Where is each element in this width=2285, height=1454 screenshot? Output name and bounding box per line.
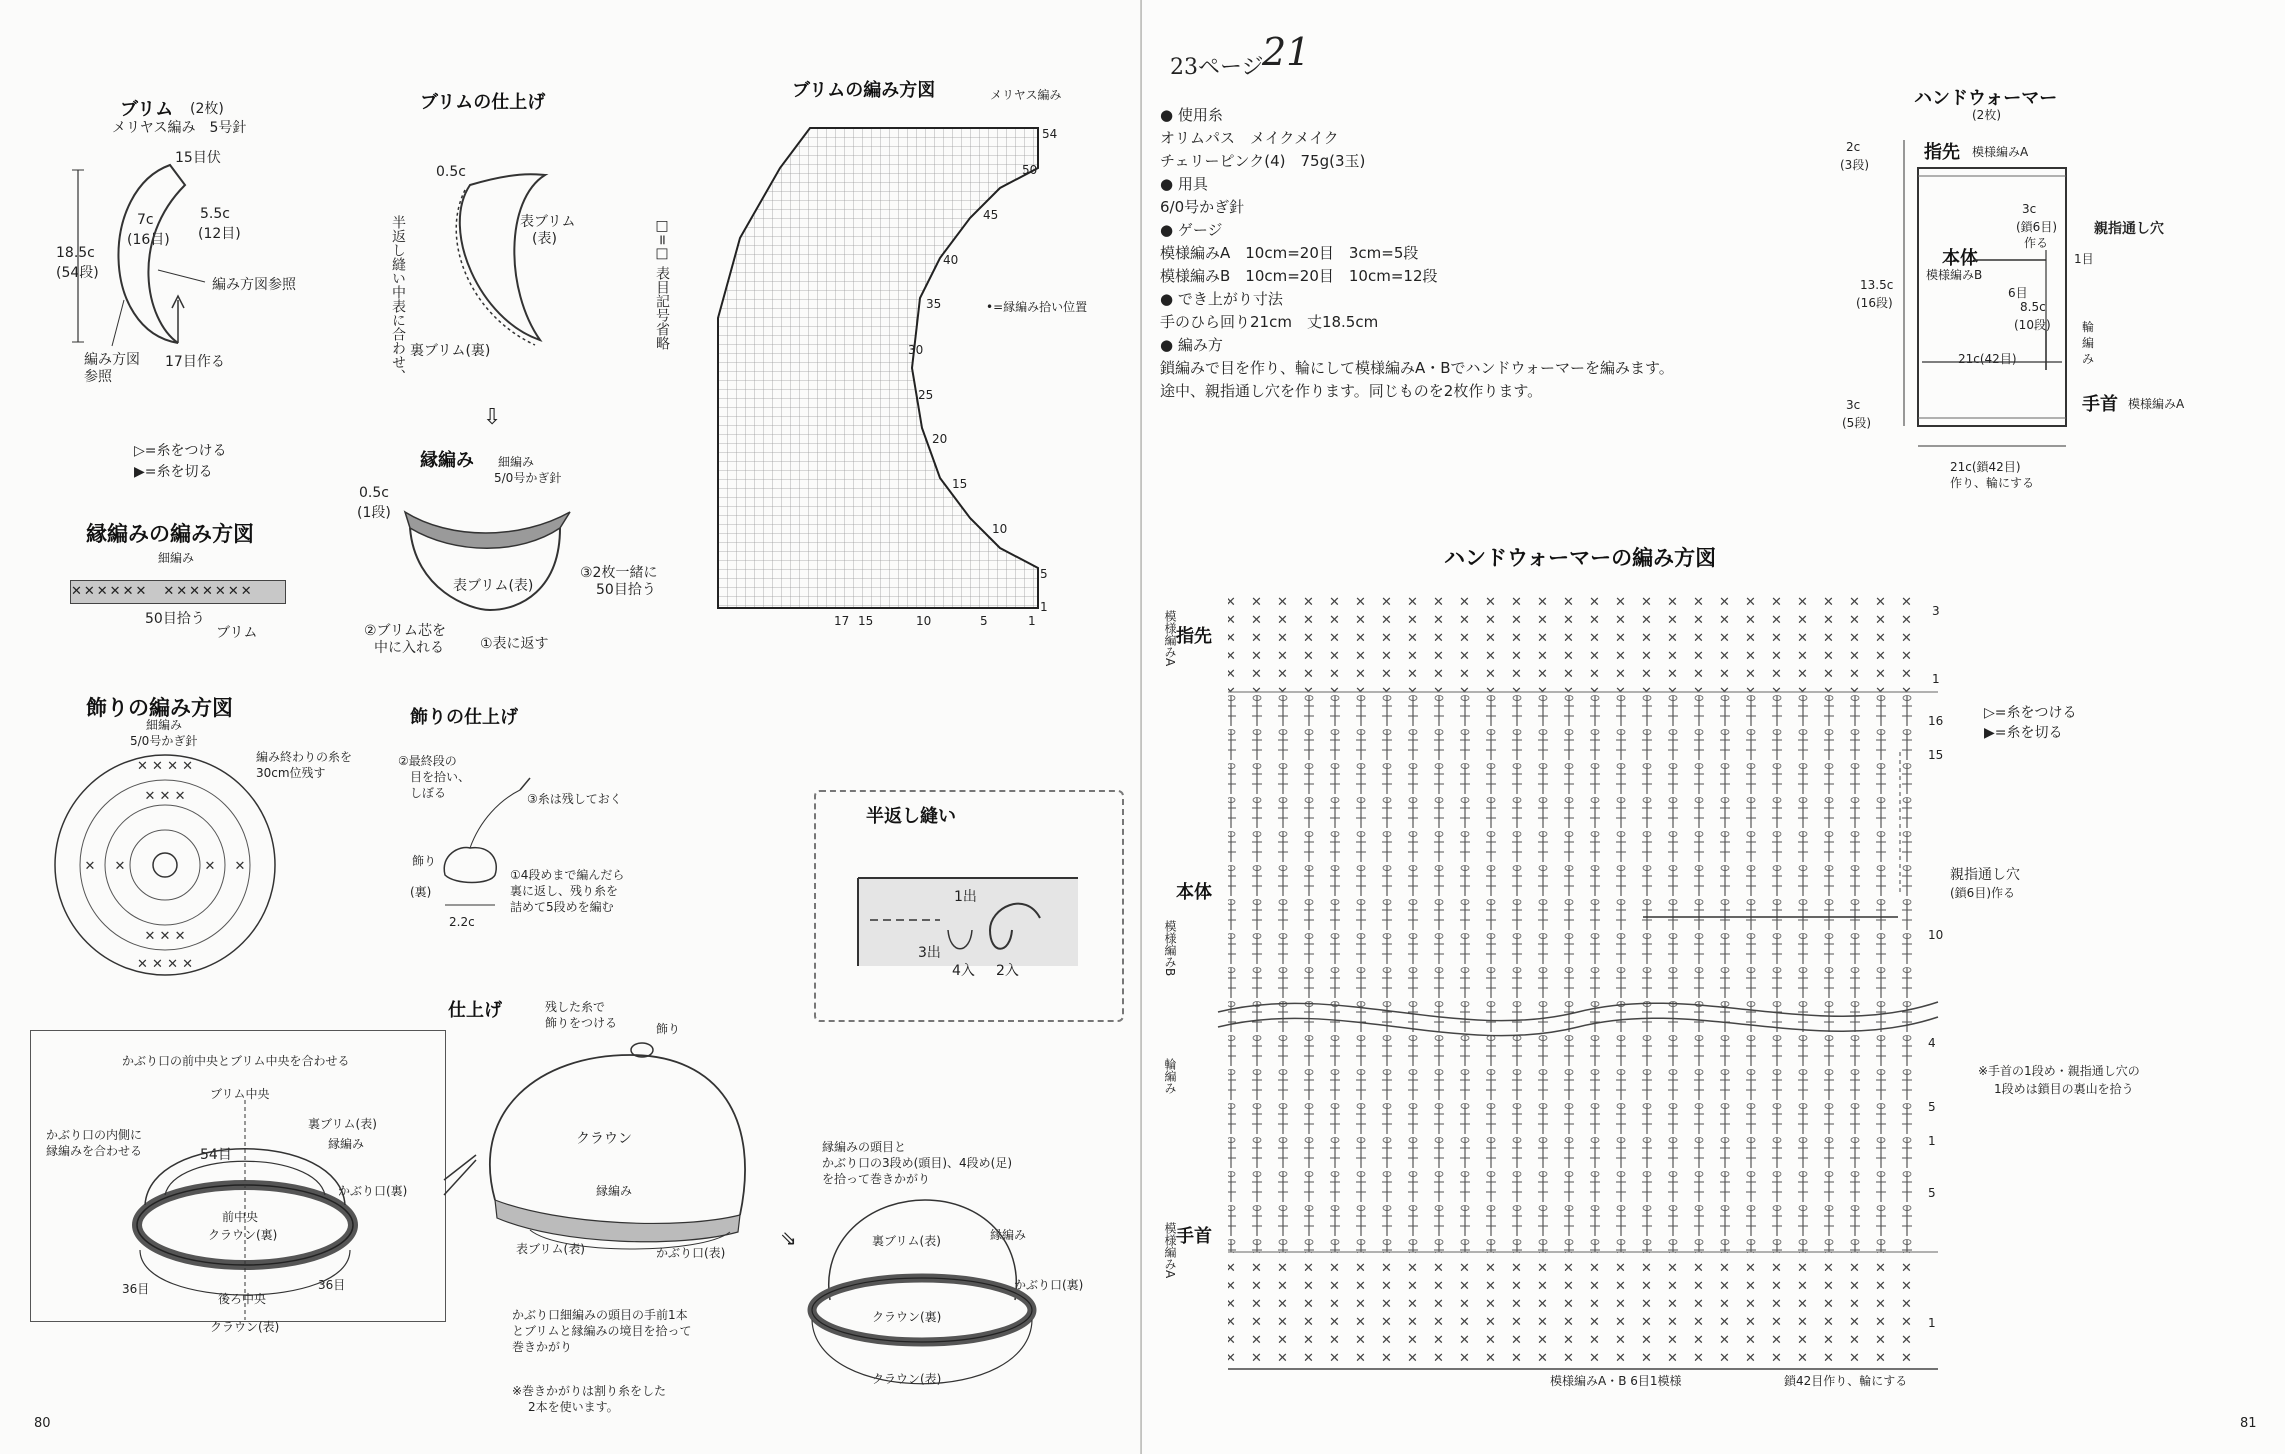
deco-chart-sub2: 5/0号かぎ針 <box>130 734 198 748</box>
deco-chart-sub1: 細編み <box>146 718 183 732</box>
info-line: ● 使用糸 <box>1160 106 1223 124</box>
edging-chart-pick: 50目拾う <box>145 611 205 627</box>
legend-cut-right <box>1984 722 2063 742</box>
assembly-54st: 54目 <box>200 1147 232 1163</box>
deco-finish-title: 飾りの仕上げ <box>410 707 518 728</box>
finish2-edge: 縁編み <box>990 1228 1027 1242</box>
brim-label-ref2a: 編み方図 <box>84 352 140 368</box>
chart-row-1-bottom: 1 <box>1928 1316 1936 1330</box>
edging-chart-brim: ブリム <box>216 625 258 641</box>
edging-sub1: 細編み <box>498 455 535 469</box>
svg-text:✕ ✕ ✕ ✕: ✕ ✕ ✕ ✕ <box>137 759 193 774</box>
brim-chart-col-10: 10 <box>916 614 932 628</box>
svg-text:✕: ✕ <box>84 859 96 874</box>
chart-row-1-mid: 1 <box>1928 1134 1936 1148</box>
deco-finish-22c: 2.2c <box>449 915 475 929</box>
chart-thumb1: 親指通し穴 <box>1950 867 2020 883</box>
chart-note1: ※手首の1段め・親指通し穴の <box>1978 1064 2140 1078</box>
brim-finish-front2: (表) <box>532 231 557 247</box>
info-line: ● 編み方 <box>1160 336 1223 354</box>
schematic-ring2: 編 <box>2082 336 2095 350</box>
chart-label-fingertip: 指先 <box>1176 626 1212 647</box>
half-backstitch-out3: 3出 <box>918 945 941 961</box>
brim-finish-v1: 中表に合わせ、 <box>390 285 406 383</box>
edging-s1: ①表に返す <box>480 636 549 652</box>
finish-edge: 縁編み <box>596 1184 633 1198</box>
arrow-down-icon: ⇩ <box>483 405 502 430</box>
deco-finish-s3: ③糸は残しておく <box>527 792 622 806</box>
info-line: チェリーピンク(4) 75g(3玉) <box>1160 152 1366 170</box>
brim-chart-row-30: 30 <box>908 343 924 357</box>
brim-chart-col-17: 17 <box>834 614 850 628</box>
finish2-n3: を拾って巻きかがり <box>822 1172 931 1186</box>
legend-cut-text: =糸を切る <box>144 464 213 480</box>
brim-label-height: 18.5c <box>56 245 95 261</box>
deco-finish-s1a: ①4段めまで編んだら <box>510 868 625 882</box>
finish-note5: 2本を使います。 <box>528 1400 619 1414</box>
schematic-bottom1: 21c(鎖42目) <box>1950 460 2021 474</box>
deco-finish-s1b: 裏に返し、残り糸を <box>510 884 619 898</box>
chart-note2: 1段めは鎖目の裏山を拾う <box>1994 1082 2134 1096</box>
assembly-inside2: 縁編みを合わせる <box>46 1144 143 1158</box>
assembly-inside1: かぶり口の内側に <box>46 1128 143 1142</box>
schematic-5rows: (5段) <box>1842 416 1871 430</box>
schematic-body: 本体 <box>1942 248 1978 269</box>
finish-rest2: 飾りをつける <box>545 1016 618 1030</box>
brim-label-7c-rows: (16目) <box>127 232 170 248</box>
chart-thumb2: (鎖6目)作る <box>1950 886 2015 900</box>
edging-s2b: 中に入れる <box>374 640 444 656</box>
brim-label-55c: 5.5c <box>200 206 230 222</box>
info-line: 鎖編みで目を作り、輪にして模様編みA・Bでハンドウォーマーを編みます。 <box>1160 359 1674 377</box>
svg-text:✕ ✕ ✕: ✕ ✕ ✕ <box>144 929 186 944</box>
deco-finish-label: 飾り <box>412 854 437 868</box>
schematic-diagram <box>1142 0 2285 520</box>
chart-row-1-top: 1 <box>1932 672 1940 686</box>
finish2-n2: かぶり口の3段め(頭目)、4段め(足) <box>822 1156 1012 1170</box>
schematic-thumb: 親指通し穴 <box>2094 221 2164 237</box>
deco-finish-s1c: 詰めて5段めを編む <box>510 900 614 914</box>
chart-label-patB: 模様編みB <box>1163 920 1177 977</box>
brim-chart-col-15: 15 <box>858 614 874 628</box>
brim-label-start: 17目作る <box>165 354 225 370</box>
chart-row-15: 15 <box>1928 748 1944 762</box>
brim-chart-col-5: 5 <box>980 614 988 628</box>
finish2-crown-back: クラウン(裏) <box>872 1310 942 1324</box>
edging-s3b: 50目拾う <box>596 582 656 598</box>
schematic-3c: 3c <box>2022 202 2037 216</box>
schematic-ring3: み <box>2082 352 2095 366</box>
brim-chart-col-1: 1 <box>1028 614 1036 628</box>
half-backstitch-in4: 4入 <box>952 963 975 979</box>
edging-title: 縁編み <box>420 450 474 471</box>
schematic-1st: 1目 <box>2074 252 2094 266</box>
schematic-16rows: (16段) <box>1856 296 1893 310</box>
brim-chart-row-15: 15 <box>952 477 968 491</box>
assembly-crown-back: クラウン(裏) <box>208 1228 278 1242</box>
chart-title: ハンドウォーマーの編み方図 <box>1444 546 1717 570</box>
schematic-3c-b: 3c <box>1846 398 1861 412</box>
schematic-wrist: 手首 <box>2082 394 2118 415</box>
info-line: ● ゲージ <box>1160 221 1223 239</box>
chart-row-5-mid: 5 <box>1928 1100 1936 1114</box>
finish-deco: 飾り <box>656 1022 681 1036</box>
attach-yarn-icon: ▷ <box>1984 705 1995 721</box>
assembly-36st-b: 36目 <box>318 1278 346 1292</box>
chart-row-4: 4 <box>1928 1036 1936 1050</box>
brim-finish-title: ブリムの仕上げ <box>420 92 546 113</box>
brim-finish-front: 表ブリム <box>520 214 576 230</box>
schematic-patB: 模様編みB <box>1926 268 1983 282</box>
finish-rest1: 残した糸で <box>545 1000 606 1014</box>
chart-bottom-right: 鎖42目作り、輪にする <box>1784 1374 1908 1388</box>
assembly-front-center: 前中央 <box>222 1210 259 1224</box>
handwarmer-chart-grid <box>1218 592 2058 1382</box>
edging-1row: (1段) <box>357 505 391 521</box>
schematic-bottom2: 作り、輪にする <box>1950 476 2035 490</box>
finish2-diagram <box>0 0 1140 1454</box>
brim-chart-row-1: 1 <box>1040 600 1048 614</box>
finish-note4: ※巻きかがりは割り糸をした <box>512 1384 667 1398</box>
brim-chart-subtitle: メリヤス編み <box>990 88 1062 102</box>
chart-row-5-bottom: 5 <box>1928 1186 1936 1200</box>
deco-finish-ura: (裏) <box>410 885 432 899</box>
schematic-title: ハンドウォーマー <box>1914 88 2058 109</box>
brim-chart-row-54: 54 <box>1042 127 1058 141</box>
brim-finish-05c: 0.5c <box>436 164 466 180</box>
brim-chart-title: ブリムの編み方図 <box>792 80 936 101</box>
symbol-note: □=□ 表目記号省略 <box>654 218 670 351</box>
brim-label-55c-rows: (12目) <box>198 226 241 242</box>
brim-chart-row-20: 20 <box>932 432 948 446</box>
schematic-3rows: (3段) <box>1840 158 1869 172</box>
chart-label-body: 本体 <box>1176 882 1212 903</box>
page-reference: 23ページ <box>1170 55 1264 80</box>
left-page <box>0 0 1140 1454</box>
deco-chart-title: 飾りの編み方図 <box>86 696 233 720</box>
info-line: 手のひら回り21cm 丈18.5cm <box>1160 313 1379 331</box>
assembly-back-center: 後ろ中央 <box>218 1292 267 1306</box>
schematic-6st: 6目 <box>2008 286 2028 300</box>
finish-note1: かぶり口細編みの頭目の手前1本 <box>512 1308 688 1322</box>
legend-attach-text: =糸をつける <box>144 443 227 459</box>
half-backstitch-out1: 1出 <box>954 889 977 905</box>
finish-note3: 巻きかがり <box>512 1340 573 1354</box>
schematic-patA2: 模様編みA <box>2128 397 2185 411</box>
edging-sub2: 5/0号かぎ針 <box>494 471 562 485</box>
assembly-36st-a: 36目 <box>122 1282 150 1296</box>
page-number-right: 81 <box>2240 1416 2257 1431</box>
chart-row-3: 3 <box>1932 604 1940 618</box>
brim-chart-row-50: 50 <box>1022 163 1038 177</box>
edging-chart-subtitle: 細編み <box>158 551 195 565</box>
legend-attach-right-text: =糸をつける <box>1994 705 2077 721</box>
brim-chart-row-35: 35 <box>926 297 942 311</box>
arrow-diagonal-icon: ⇘ <box>780 1226 797 1250</box>
cut-yarn-icon: ▶ <box>134 464 145 480</box>
deco-finish-s2c: しぼる <box>410 786 447 800</box>
schematic-count: (2枚) <box>1972 108 2001 122</box>
cut-yarn-icon: ▶ <box>1984 725 1995 741</box>
right-page <box>1142 0 2285 1454</box>
chart-label-ring: 輪編み <box>1163 1058 1177 1094</box>
finish-front-brim: 表ブリム(表) <box>516 1242 585 1256</box>
legend-cut-right-text: =糸を切る <box>1994 725 2063 741</box>
schematic-21c: 21c(42目) <box>1958 352 2017 366</box>
deco-chart-note1: 編み終わりの糸を <box>256 750 353 764</box>
chart-row-16: 16 <box>1928 714 1944 728</box>
assembly-brim-center: ブリム中央 <box>210 1087 270 1101</box>
finish2-ura-brim: 裏ブリム(表) <box>872 1234 941 1248</box>
info-line: 途中、親指通し穴を作ります。同じものを2枚作ります。 <box>1160 382 1543 400</box>
brim-chart-row-40: 40 <box>943 253 959 267</box>
chart-bottom-left: 模様編みA・B 6目1模様 <box>1550 1374 1682 1388</box>
brim-chart-row-10: 10 <box>992 522 1008 536</box>
svg-text:✕ ✕ ✕: ✕ ✕ ✕ <box>144 789 186 804</box>
schematic-10rows: (10段) <box>2014 318 2051 332</box>
svg-text:✕: ✕ <box>234 859 246 874</box>
pattern-number: 21 <box>1262 30 1311 74</box>
attach-yarn-icon: ▷ <box>134 443 145 459</box>
info-line: ● でき上がり寸法 <box>1160 290 1283 308</box>
chart-label-patA-top: 模様編みA <box>1163 610 1177 667</box>
edging-chart-strip: ✕✕✕✕✕✕ ✕✕✕✕✕✕✕ <box>70 580 286 604</box>
schematic-patA: 模様編みA <box>1972 145 2029 159</box>
finish2-n1: 縁編みの頭目と <box>822 1140 907 1154</box>
page-number-left: 80 <box>34 1416 51 1431</box>
edging-chart-title: 縁編みの編み方図 <box>86 522 254 546</box>
assembly-crown-front: クラウン(表) <box>210 1320 280 1334</box>
deco-chart-note2: 30cm位残す <box>256 766 326 780</box>
finish-note2: とブリムと縁編みの境目を拾って <box>512 1324 692 1338</box>
brim-label-7c: 7c <box>137 212 154 228</box>
info-line: 6/0号かぎ針 <box>1160 198 1245 216</box>
half-backstitch-in2: 2入 <box>996 963 1019 979</box>
svg-text:✕ ✕ ✕ ✕: ✕ ✕ ✕ ✕ <box>137 957 193 972</box>
info-line: 模様編みA 10cm=20目 3cm=5段 <box>1160 244 1419 262</box>
finish-kaburi-front: かぶり口(表) <box>656 1246 726 1260</box>
deco-finish-s2a: ②最終段の <box>398 754 457 768</box>
schematic-85c: 8.5c <box>2020 300 2046 314</box>
edging-front: 表ブリム(表) <box>453 578 534 594</box>
finish2-kaburi: かぶり口(裏) <box>1014 1278 1084 1292</box>
brim-chart-row-5: 5 <box>1040 567 1048 581</box>
schematic-make: 作る <box>2024 236 2049 250</box>
brim-finish-back: 裏ブリム(裏) <box>410 343 491 359</box>
edging-s3a: ③2枚一緒に <box>580 565 658 581</box>
brim-label-ref1: 編み方図参照 <box>212 277 296 293</box>
deco-finish-s2b: 目を拾い、 <box>410 770 471 784</box>
chart-row-10: 10 <box>1928 928 1944 942</box>
assembly-edge: 縁編み <box>328 1137 365 1151</box>
brim-subtitle: メリヤス編み 5号針 <box>112 120 247 136</box>
brim-label-ref2b: 参照 <box>84 369 112 385</box>
schematic-135c: 13.5c <box>1860 278 1894 292</box>
schematic-fingertip: 指先 <box>1924 142 1960 163</box>
brim-chart-note: •=縁編み拾い位置 <box>986 300 1088 314</box>
chart-label-patA-bottom: 模様編みA <box>1163 1222 1177 1279</box>
schematic-2c: 2c <box>1846 140 1861 154</box>
chart-label-wrist: 手首 <box>1176 1226 1212 1247</box>
assembly-box-title: かぶり口の前中央とブリム中央を合わせる <box>122 1054 350 1068</box>
finish-title: 仕上げ <box>448 1000 502 1021</box>
assembly-ura-brim: 裏ブリム(表) <box>308 1117 377 1131</box>
brim-label-top: 15目伏 <box>175 150 221 166</box>
finish2-crown-front: クラウン(表) <box>872 1372 942 1386</box>
info-line: オリムパス メイクメイク <box>1160 129 1339 147</box>
svg-text:✕: ✕ <box>114 859 126 874</box>
brim-count: (2枚) <box>190 101 224 117</box>
schematic-ch6: (鎖6目) <box>2016 220 2057 234</box>
legend-attach-right <box>1984 702 2077 722</box>
assembly-kaburi: かぶり口(裏) <box>338 1184 408 1198</box>
brim-chart-row-25: 25 <box>918 388 934 402</box>
brim-label-rows: (54段) <box>56 265 99 281</box>
schematic-ring1: 輪 <box>2082 320 2095 334</box>
finish-crown: クラウン <box>576 1131 632 1147</box>
handwarmer-chart <box>1218 592 2058 1382</box>
info-line: ● 用具 <box>1160 175 1208 193</box>
edging-s2a: ②ブリム芯を <box>364 623 446 639</box>
brim-chart-row-45: 45 <box>983 208 999 222</box>
edging-05c: 0.5c <box>359 485 389 501</box>
brim-title: ブリム <box>120 99 174 120</box>
half-backstitch-title: 半返し縫い <box>866 806 956 827</box>
info-line: 模様編みB 10cm=20目 10cm=12段 <box>1160 267 1438 285</box>
brim-finish-v2: 半返し縫い <box>390 215 406 285</box>
svg-text:✕: ✕ <box>204 859 216 874</box>
